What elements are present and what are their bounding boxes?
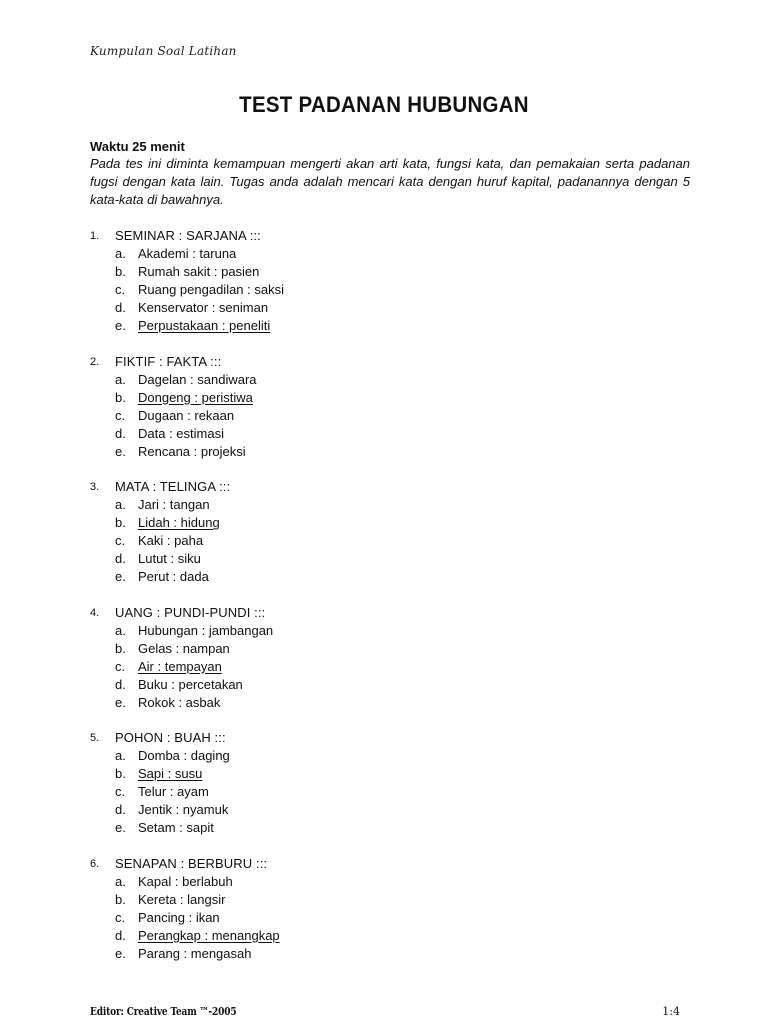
time-limit: Waktu 25 menit <box>90 139 185 154</box>
option-letter: b. <box>115 640 126 656</box>
option-letter: c. <box>115 658 126 674</box>
series-title: Kumpulan Soal Latihan <box>90 44 237 58</box>
option-letter: a. <box>115 246 126 261</box>
question-number: 6. <box>90 857 100 870</box>
question-text: UANG : PUNDI-PUNDI ::: <box>115 604 266 620</box>
option-text: Domba : daging <box>138 748 230 763</box>
option-letter: b. <box>115 515 126 530</box>
question-item <box>90 729 690 837</box>
question-text: MATA : TELINGA ::: <box>115 479 231 494</box>
option-letter: e. <box>115 945 126 961</box>
option-letter: c. <box>115 533 126 548</box>
option-text: Rencana : projeksi <box>138 443 246 459</box>
option-text-correct: Perangkap : menangkap <box>138 927 280 943</box>
question-text: SENAPAN : BERBURU ::: <box>115 855 268 871</box>
answer-option <box>90 640 690 658</box>
option-text: Rokok : asbak <box>138 694 221 710</box>
answer-option <box>90 550 690 568</box>
option-letter: d. <box>115 300 126 315</box>
option-letter: e. <box>115 569 126 584</box>
option-text: Setam : sapit <box>138 820 214 835</box>
option-text: Buku : percetakan <box>138 676 243 692</box>
option-letter: e. <box>115 820 126 835</box>
answer-option <box>90 694 690 712</box>
answer-option <box>90 676 690 694</box>
option-letter: a. <box>115 371 126 387</box>
option-text: Kaki : paha <box>138 533 204 548</box>
option-letter: a. <box>115 497 126 512</box>
option-text: Perut : dada <box>138 569 209 584</box>
question-number: 3. <box>90 481 100 493</box>
option-text: Parang : mengasah <box>138 945 252 961</box>
option-text: Kereta : langsir <box>138 891 226 907</box>
question-number: 5. <box>90 732 100 744</box>
option-letter: d. <box>115 676 126 692</box>
option-letter: d. <box>115 425 126 441</box>
option-text: Kenservator : seniman <box>138 300 269 315</box>
option-letter: b. <box>115 389 126 405</box>
answer-option <box>90 496 690 514</box>
option-text-correct: Air : tempayan <box>138 658 222 674</box>
question-number: 4. <box>90 606 100 619</box>
question-item <box>90 353 690 461</box>
answer-option <box>90 407 690 425</box>
answer-option <box>90 945 690 963</box>
question-text: POHON : BUAH ::: <box>115 730 226 745</box>
answer-option <box>90 783 690 801</box>
option-text-correct: Dongeng : peristiwa <box>138 389 253 405</box>
question-item <box>90 478 690 586</box>
answer-option <box>90 299 690 317</box>
answer-option <box>90 568 690 586</box>
option-letter: a. <box>115 622 126 638</box>
option-letter: c. <box>115 909 126 925</box>
answer-option <box>90 371 690 389</box>
option-letter: b. <box>115 766 126 781</box>
option-text-correct: Sapi : susu <box>138 766 203 781</box>
option-letter: d. <box>115 551 126 566</box>
answer-option <box>90 263 690 281</box>
option-letter: c. <box>115 407 126 423</box>
question-item <box>90 604 690 712</box>
option-letter: e. <box>115 694 126 710</box>
question-number: 2. <box>90 355 100 368</box>
answer-option <box>90 891 690 909</box>
option-text: Gelas : nampan <box>138 640 230 656</box>
question-stem <box>90 478 690 496</box>
answer-option <box>90 443 690 461</box>
option-letter: e. <box>115 443 126 459</box>
option-text: Kapal : berlabuh <box>138 873 233 889</box>
question-item <box>90 855 690 963</box>
answer-option <box>90 317 690 335</box>
page-number: 1:4 <box>662 1005 680 1018</box>
option-letter: d. <box>115 927 126 943</box>
question-item <box>90 227 690 335</box>
answer-option <box>90 514 690 532</box>
question-list <box>90 227 690 980</box>
page-title: TEST PADANAN HUBUNGAN <box>239 92 529 117</box>
option-text: Data : estimasi <box>138 425 224 441</box>
question-stem <box>90 604 690 622</box>
option-text: Dagelan : sandiwara <box>138 371 257 387</box>
answer-option <box>90 927 690 945</box>
answer-option <box>90 389 690 407</box>
answer-option <box>90 425 690 443</box>
option-letter: c. <box>115 282 126 297</box>
option-letter: e. <box>115 318 126 333</box>
option-text: Jentik : nyamuk <box>138 802 229 817</box>
option-text: Akademi : taruna <box>138 246 237 261</box>
option-letter: b. <box>115 891 126 907</box>
question-stem <box>90 353 690 371</box>
question-stem <box>90 227 690 245</box>
answer-option <box>90 245 690 263</box>
option-text: Lutut : siku <box>138 551 201 566</box>
instructions: Pada tes ini diminta kemampuan mengerti akan arti kata, fungsi kata, dan pemakaian serta padanan fugsi dengan kata lain. Tugas anda adalah mencari kata dengan huruf kapital, padanannya dengan 5 kata-kata di bawahnya. <box>90 156 690 207</box>
option-letter: a. <box>115 748 126 763</box>
option-text: Rumah sakit : pasien <box>138 264 260 279</box>
answer-option <box>90 622 690 640</box>
option-text: Ruang pengadilan : saksi <box>138 282 284 297</box>
question-text: FIKTIF : FAKTA ::: <box>115 353 222 369</box>
answer-option <box>90 801 690 819</box>
answer-option <box>90 765 690 783</box>
answer-option <box>90 819 690 837</box>
answer-option <box>90 747 690 765</box>
question-text: SEMINAR : SARJANA ::: <box>115 228 261 243</box>
question-stem <box>90 855 690 873</box>
option-letter: a. <box>115 873 126 889</box>
option-text-correct: Lidah : hidung <box>138 515 220 530</box>
answer-option <box>90 281 690 299</box>
option-text-correct: Perpustakaan : peneliti <box>138 318 271 333</box>
question-number: 1. <box>90 230 100 242</box>
option-letter: c. <box>115 784 126 799</box>
option-text: Hubungan : jambangan <box>138 622 274 638</box>
option-text: Telur : ayam <box>138 784 209 799</box>
answer-option <box>90 532 690 550</box>
answer-option <box>90 909 690 927</box>
option-text: Jari : tangan <box>138 497 210 512</box>
option-text: Dugaan : rekaan <box>138 407 235 423</box>
option-text: Pancing : ikan <box>138 909 220 925</box>
question-stem <box>90 729 690 747</box>
option-letter: d. <box>115 802 126 817</box>
answer-option <box>90 658 690 676</box>
footer-editor: Editor: Creative Team ™-2005 <box>90 1005 237 1018</box>
answer-option <box>90 873 690 891</box>
option-letter: b. <box>115 264 126 279</box>
